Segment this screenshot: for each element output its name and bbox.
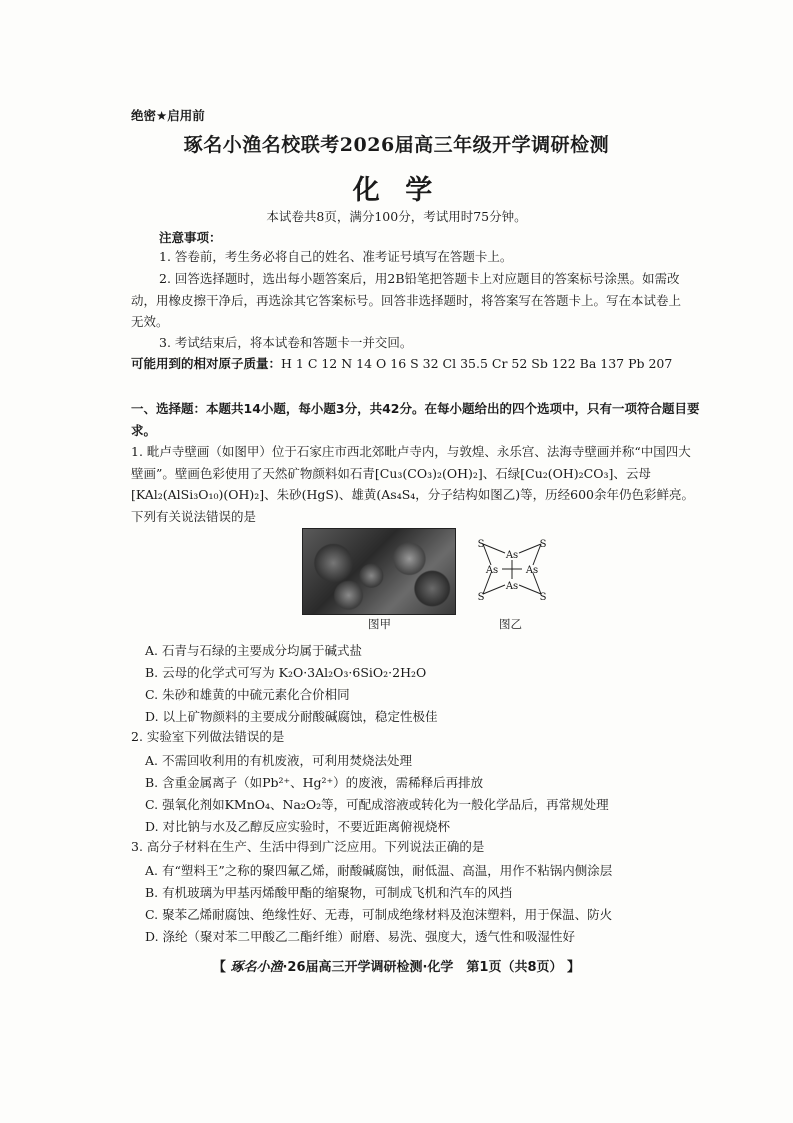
- question-3-option-b: B. 有机玻璃为甲基丙烯酸甲酯的缩聚物，可制成飞机和汽车的风挡: [145, 885, 513, 900]
- question-2-option-d: D. 对比钠与水及乙醇反应实验时，不要近距离俯视烧杯: [145, 819, 451, 834]
- page-footer: 【 琢名小渔·26届高三开学调研检测·化学 第1页（共8页） 】: [0, 956, 793, 975]
- atomic-masses-values: H 1 C 12 N 14 O 16 S 32 Cl 35.5 Cr 52 Sb 122 Ba 137 Pb 207: [281, 356, 673, 371]
- atom-as: As: [505, 581, 519, 592]
- exam-title: 琢名小渔名校联考2026届高三年级开学调研检测: [183, 134, 610, 156]
- atom-as: As: [485, 565, 499, 576]
- notice-item-3: 3. 考试结束后，将本试卷和答题卡一并交回。: [159, 335, 413, 350]
- question-3-option-c: C. 聚苯乙烯耐腐蚀、绝缘性好、无毒，可制成绝缘材料及泡沫塑料，用于保温、防火: [145, 907, 613, 922]
- confidential-label: 绝密★启用前: [131, 108, 205, 123]
- notice-item-2: 2. 回答选择题时，选出每小题答案后，用2B铅笔把答题卡上对应题目的答案标号涂黑。如需改动，用橡皮擦干净后，再选涂其它答案标号。回答非选择题时，将答案写在答题卡上。写在本试卷上无效。: [131, 271, 682, 329]
- question-2-option-a: A. 不需回收利用的有机废液，可利用焚烧法处理: [145, 753, 412, 768]
- question-1-option-a: A. 石青与石绿的主要成分均属于碱式盐: [145, 643, 362, 658]
- question-1-option-b: B. 云母的化学式可写为 K₂O·3Al₂O₃·6SiO₂·2H₂O: [145, 665, 427, 680]
- question-3-stem: 3. 高分子材料在生产、生活中得到广泛应用。下列说法正确的是: [131, 839, 485, 854]
- publisher-logo: 琢名小渔: [230, 960, 283, 975]
- question-1-stem: 1. 毗卢寺壁画（如图甲）位于石家庄市西北郊毗卢寺内，与敦煌、永乐宫、法海寺壁画并称“中国四大壁画”。壁画色彩使用了天然矿物颜料如石青[Cu₃(CO₃)₂(OH)₂]、石绿[Cu₂(OH)₂CO₃]、云母[KAl₂(AlSi₃O₁₀)(OH)₂]、朱砂(HgS)、雄黄(As₄S₄，分子结构如图乙)等，历经600余年仍色彩鲜亮。下列有关说法错误的是: [131, 444, 695, 524]
- subject-title: 化 学: [352, 175, 441, 206]
- atom-s: S: [539, 592, 547, 603]
- atom-s: S: [539, 539, 547, 550]
- notice-item-1: 1. 答卷前，考生务必将自己的姓名、准考证号填写在答题卡上。: [159, 249, 513, 264]
- figure-a-caption: 图甲: [368, 617, 391, 631]
- atom-as: As: [505, 550, 519, 561]
- atom-s: S: [477, 592, 485, 603]
- atomic-masses: [131, 353, 672, 374]
- atom-as: As: [525, 565, 539, 576]
- exam-info: 本试卷共8页，满分100分，考试用时75分钟。: [266, 209, 527, 224]
- footer-text: ·26届高三开学调研检测·化学 第1页（共8页）: [282, 960, 563, 975]
- question-3-option-a: A. 有“塑料王”之称的聚四氟乙烯，耐酸碱腐蚀，耐低温、高温，用作不粘锅内侧涂层: [145, 863, 613, 878]
- mural-photo: [302, 528, 456, 615]
- section-heading: 一、选择题：本题共14小题，每小题3分，共42分。在每小题给出的四个选项中，只有一项符合题目要求。: [131, 401, 700, 438]
- atom-s: S: [477, 539, 485, 550]
- question-2-option-b: B. 含重金属离子（如Pb²⁺、Hg²⁺）的废液，需稀释后再排放: [145, 775, 484, 790]
- question-2-option-c: C. 强氧化剂如KMnO₄、Na₂O₂等，可配成溶液或转化为一般化学品后，再常规处理: [145, 797, 609, 812]
- as4s4-structure-diagram: [472, 533, 552, 605]
- question-1-option-d: D. 以上矿物颜料的主要成分耐酸碱腐蚀，稳定性极佳: [145, 709, 438, 724]
- figure-b-caption: 图乙: [499, 617, 522, 631]
- notice-heading: 注意事项：: [159, 230, 222, 245]
- question-2-stem: 2. 实验室下列做法错误的是: [131, 729, 285, 744]
- atomic-masses-label: 可能用到的相对原子质量：: [131, 356, 282, 371]
- question-3-option-d: D. 涤纶（聚对苯二甲酸乙二酯纤维）耐磨、易洗、强度大，透气性和吸湿性好: [145, 929, 576, 944]
- question-1-option-c: C. 朱砂和雄黄的中硫元素化合价相同: [145, 687, 350, 702]
